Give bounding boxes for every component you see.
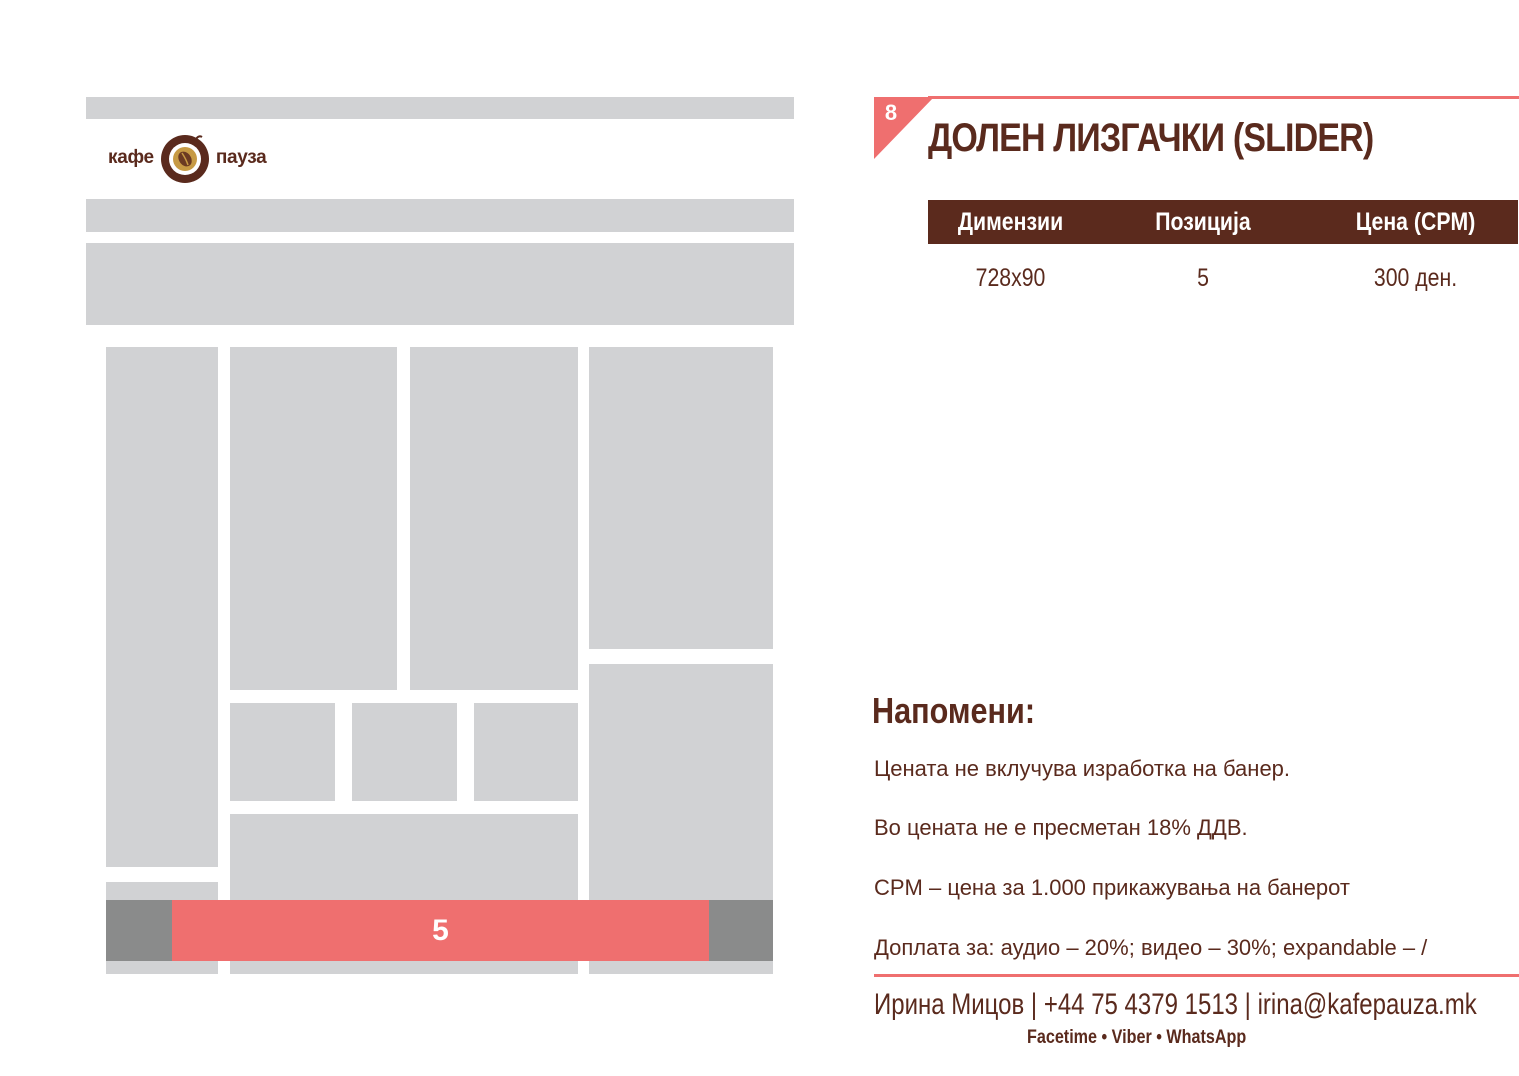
mockup-thumb-3: [474, 703, 578, 801]
section-title: ДОЛЕН ЛИЗГАЧКИ (SLIDER): [928, 116, 1374, 160]
note-item: Доплата за: аудио – 20%; видео – 30%; expandable – /: [874, 935, 1428, 960]
table-row: [928, 256, 1518, 300]
mockup-left-column: [106, 347, 218, 867]
ad-slot-5: [172, 900, 709, 961]
note-item: Во цената не е пресметан 18% ДДВ.: [874, 815, 1248, 840]
cell-position: 5: [1197, 263, 1209, 292]
mockup-right-top: [589, 347, 773, 649]
header-accent-line: [928, 96, 1519, 99]
cell-dimensions: 728x90: [975, 263, 1046, 292]
pricing-table-header: [928, 200, 1518, 244]
header-price: Цена (CPM): [1355, 207, 1476, 236]
contact-line: Ирина Мицов | +44 75 4379 1513 | irina@kafepauza.mk: [874, 988, 1477, 1021]
note-item: CPM – цена за 1.000 прикажувања на банерот: [874, 875, 1350, 900]
mockup-top-bar: [86, 97, 794, 119]
cell-price: 300 ден.: [1373, 263, 1458, 292]
coffee-cup-icon: [160, 133, 210, 183]
mockup-thumb-1: [230, 703, 335, 801]
contact-channels: Facetime • Viber • WhatsApp: [1027, 1027, 1247, 1048]
mockup-thumb-2: [352, 703, 457, 801]
mockup-article-2: [410, 347, 578, 690]
notes-title: Напомени:: [872, 690, 1036, 731]
logo: [108, 132, 266, 184]
mockup-header-banner: [86, 243, 794, 325]
logo-left-word: кафе: [108, 147, 154, 168]
mockup-nav-bar: [86, 199, 794, 232]
footer-accent-line: [874, 974, 1519, 977]
mockup-article-1: [230, 347, 397, 690]
ad-slot-label: 5: [432, 913, 449, 947]
header-position: Позиција: [1155, 207, 1251, 236]
logo-right-word: пауза: [215, 147, 267, 168]
section-number: 8: [884, 100, 898, 125]
header-dimensions: Димензии: [957, 207, 1064, 236]
note-item: Цената не вклучува изработка на банер.: [874, 756, 1291, 781]
